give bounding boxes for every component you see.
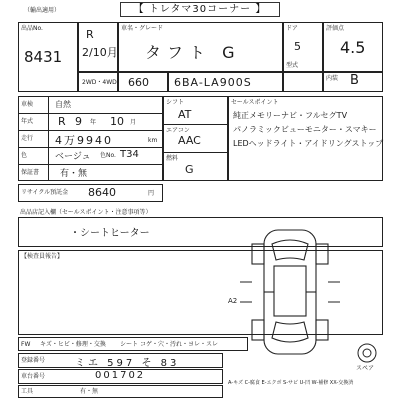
color-code: T34	[120, 149, 139, 160]
drive-label: 2WD・4WD	[82, 79, 117, 86]
fw-text: キズ・ヒビ・修理・交換	[40, 341, 106, 348]
color-code-label: 色No.	[100, 152, 116, 159]
car-windshield	[272, 240, 308, 260]
month-unit: 月	[130, 119, 137, 126]
shaken-value: 自然	[55, 100, 71, 109]
recycle-value: 8640	[88, 186, 116, 199]
notes-label: 出品店記入欄（セールスポイント・注意事項等）	[20, 209, 152, 216]
color-value: ベージュ	[55, 152, 91, 162]
seat-text: コゲ・穴・汚れ・ヨレ・スレ	[140, 341, 219, 348]
shift-value: AT	[178, 108, 192, 121]
wheel-front-left	[252, 244, 264, 264]
color-label: 色	[21, 152, 28, 159]
doors-label: ドア	[286, 25, 298, 32]
year-label: 年式	[21, 118, 34, 125]
section-banner: 【 トレタマ30コーナー 】	[120, 2, 280, 17]
mileage-unit: km	[148, 137, 158, 144]
warranty-value: 有・無	[60, 169, 88, 179]
tools-label: 工具	[21, 388, 34, 395]
car-diagram	[230, 222, 350, 362]
fw-label: FW	[21, 341, 31, 348]
fuel-value: G	[185, 163, 194, 176]
wheel-rear-left	[252, 320, 264, 340]
type-label: 型式	[286, 62, 299, 69]
fuel-label: 燃料	[166, 155, 179, 162]
year-era: R	[58, 115, 66, 128]
wheel-rear-right	[316, 320, 328, 340]
inspector-label: 【検査員報告】	[21, 253, 64, 260]
plate-value: ミエ 597 そ 83	[75, 358, 180, 369]
ac-value: AAC	[178, 134, 201, 147]
tools-options: 有・無	[80, 388, 99, 395]
displacement-value: 660	[128, 76, 149, 89]
lot-number: 8431	[24, 48, 63, 66]
registration-era: R	[86, 28, 94, 41]
plate-label: 登録番号	[21, 357, 46, 364]
chassis-label: 車台番号	[21, 373, 46, 380]
recycle-label: リサイクル預託金	[21, 189, 69, 196]
mileage-label: 走行	[21, 135, 34, 142]
recycle-unit: 円	[148, 190, 155, 197]
type-cell	[283, 72, 323, 92]
year-unit: 年	[90, 119, 97, 126]
header-note: （輸出適用）	[24, 7, 61, 14]
chassis-value: 001702	[95, 370, 146, 381]
model-code-value: 6BA-LA900S	[174, 76, 252, 89]
tools-row	[18, 385, 223, 398]
score-label: 評価点	[326, 25, 345, 32]
year-month: 10	[110, 115, 124, 128]
notes-text: ・シートヒーター	[70, 228, 150, 239]
interior-label: 内装	[326, 75, 339, 82]
seat-label: シート	[120, 341, 139, 348]
spare-label: スペア	[356, 365, 375, 372]
warranty-label: 保証書	[21, 169, 40, 176]
shaken-label: 車検	[21, 101, 34, 108]
lot-label: 出品No.	[21, 25, 43, 32]
diagram-mark: A2	[228, 297, 238, 305]
wheel-front-right	[316, 244, 328, 264]
selling-point-line: LEDヘッドライト・アイドリングストップ	[233, 139, 384, 148]
ac-label: エアコン	[166, 127, 190, 134]
car-name-label: 車名・グレード	[121, 25, 164, 32]
shift-label: シフト	[166, 99, 185, 106]
car-rear-window	[272, 322, 308, 342]
registration-date: 2/10月	[82, 46, 118, 59]
selling-points-label: セールスポイント	[231, 99, 279, 106]
car-name: タフト G	[145, 43, 241, 62]
damage-legend: A-キズ C-腐食 E-エクボ S-サビ U-凹 W-補修 XX-交換済	[228, 380, 354, 386]
interior-value: B	[350, 73, 359, 88]
selling-point-line: パノラミックビューモニター・スマキー	[233, 125, 377, 134]
car-roof	[274, 266, 306, 316]
selling-point-line: 純正メモリーナビ・フルセグTV	[233, 111, 348, 120]
doors-value: 5	[294, 40, 301, 53]
spare-tire-icon	[356, 342, 378, 364]
score-value: 4.5	[340, 38, 366, 57]
year-value: 9	[75, 115, 82, 128]
mileage-value: 4万9940	[55, 134, 113, 147]
